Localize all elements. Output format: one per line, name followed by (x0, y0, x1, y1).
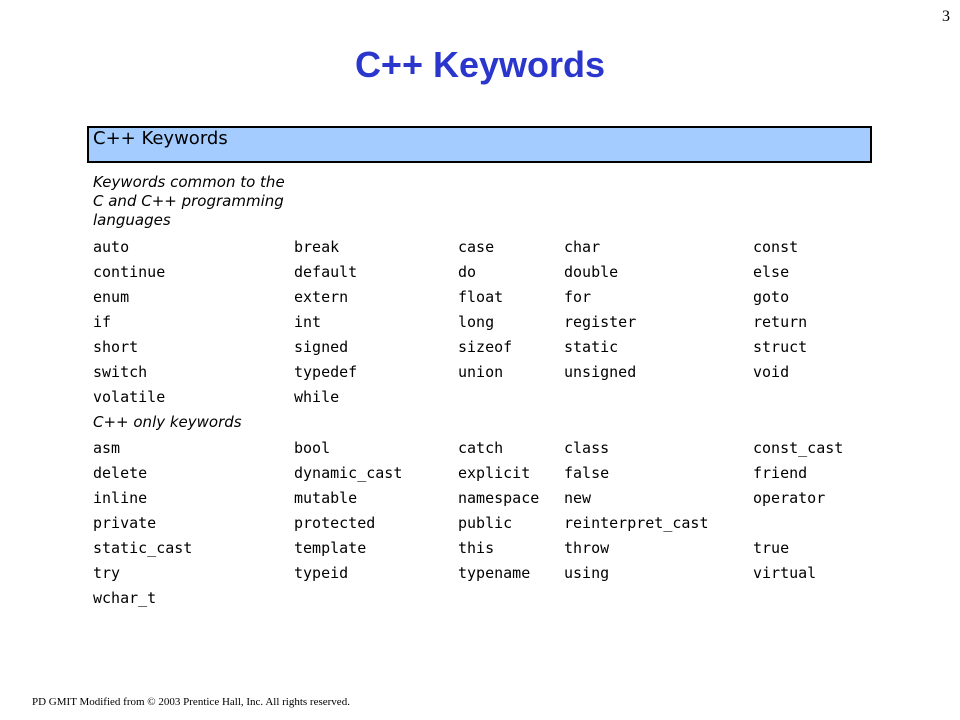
keyword-cell: namespace (458, 489, 540, 507)
table-row (0, 588, 960, 613)
keyword-cell: float (458, 288, 504, 306)
table-row (0, 463, 960, 488)
keyword-cell: struct (753, 338, 808, 356)
keyword-cell: bool (294, 439, 331, 457)
table-row (0, 362, 960, 387)
keyword-cell: default (294, 263, 358, 281)
keyword-cell: protected (294, 514, 376, 532)
slide-title: C++ Keywords (354, 44, 606, 85)
table-row (0, 488, 960, 513)
keyword-cell: virtual (753, 564, 817, 582)
keyword-cell: delete (93, 464, 148, 482)
keyword-cell: catch (458, 439, 504, 457)
keyword-cell: while (294, 388, 340, 406)
table-row (0, 262, 960, 287)
keyword-cell: mutable (294, 489, 358, 507)
keyword-cell: double (564, 263, 619, 281)
keyword-cell: union (458, 363, 504, 381)
keyword-cell: dynamic_cast (294, 464, 403, 482)
keyword-cell: false (564, 464, 610, 482)
keyword-cell: reinterpret_cast (564, 514, 709, 532)
cpp-keywords-table (0, 438, 960, 613)
table-header-label: C++ Keywords (93, 128, 228, 149)
keyword-cell: volatile (93, 388, 166, 406)
keyword-cell: case (458, 238, 495, 256)
cpp-section-label: C++ only keywords (93, 413, 242, 431)
table-row (0, 312, 960, 337)
keyword-cell: register (564, 313, 637, 331)
keyword-cell: friend (753, 464, 808, 482)
footer-suffix: 2003 Prentice Hall, Inc. All rights reserved. (155, 696, 350, 708)
keyword-cell: new (564, 489, 592, 507)
keyword-cell: if (93, 313, 112, 331)
keyword-cell: try (93, 564, 121, 582)
page-number: 3 (942, 8, 950, 25)
keyword-cell: goto (753, 288, 790, 306)
keyword-cell: wchar_t (93, 589, 157, 607)
common-label-line: C and C++ programming (93, 192, 284, 210)
keyword-cell: asm (93, 439, 121, 457)
footer-prefix: PD GMIT Modified from (32, 696, 148, 708)
keyword-cell: auto (93, 238, 130, 256)
keyword-cell: true (753, 539, 790, 557)
keyword-cell: using (564, 564, 610, 582)
keyword-cell: private (93, 514, 157, 532)
keyword-cell: typeid (294, 564, 349, 582)
footer-copyright (32, 696, 350, 708)
table-header (87, 126, 872, 163)
keyword-cell: extern (294, 288, 349, 306)
keyword-cell: enum (93, 288, 130, 306)
keyword-cell: throw (564, 539, 610, 557)
keyword-cell: const_cast (753, 439, 844, 457)
keyword-cell: for (564, 288, 592, 306)
keyword-cell: static (564, 338, 619, 356)
keyword-cell: operator (753, 489, 826, 507)
keyword-cell: void (753, 363, 790, 381)
keyword-cell: typename (458, 564, 531, 582)
common-section-label (93, 173, 285, 230)
keyword-cell: short (93, 338, 139, 356)
keyword-cell: class (564, 439, 610, 457)
keyword-cell: unsigned (564, 363, 637, 381)
keyword-cell: long (458, 313, 495, 331)
table-row (0, 337, 960, 362)
keyword-cell: public (458, 514, 513, 532)
table-row (0, 563, 960, 588)
keyword-cell: template (294, 539, 367, 557)
table-row (0, 438, 960, 463)
table-row (0, 237, 960, 262)
table-row (0, 538, 960, 563)
keyword-cell: continue (93, 263, 166, 281)
keyword-cell: else (753, 263, 790, 281)
keyword-cell: static_cast (93, 539, 193, 557)
keyword-cell: char (564, 238, 601, 256)
table-row (0, 513, 960, 538)
keyword-cell: do (458, 263, 477, 281)
common-label-line: Keywords common to the (93, 173, 285, 191)
table-row (0, 387, 960, 412)
keyword-cell: const (753, 238, 799, 256)
keyword-cell: int (294, 313, 322, 331)
copyright-symbol: © (147, 696, 156, 708)
keyword-cell: sizeof (458, 338, 513, 356)
common-keywords-table (0, 237, 960, 412)
keyword-cell: this (458, 539, 495, 557)
common-label-line: languages (93, 211, 171, 229)
keyword-cell: typedef (294, 363, 358, 381)
keyword-cell: break (294, 238, 340, 256)
keyword-cell: switch (93, 363, 148, 381)
keyword-cell: explicit (458, 464, 531, 482)
table-row (0, 287, 960, 312)
keyword-cell: return (753, 313, 808, 331)
keyword-cell: inline (93, 489, 148, 507)
keyword-cell: signed (294, 338, 349, 356)
